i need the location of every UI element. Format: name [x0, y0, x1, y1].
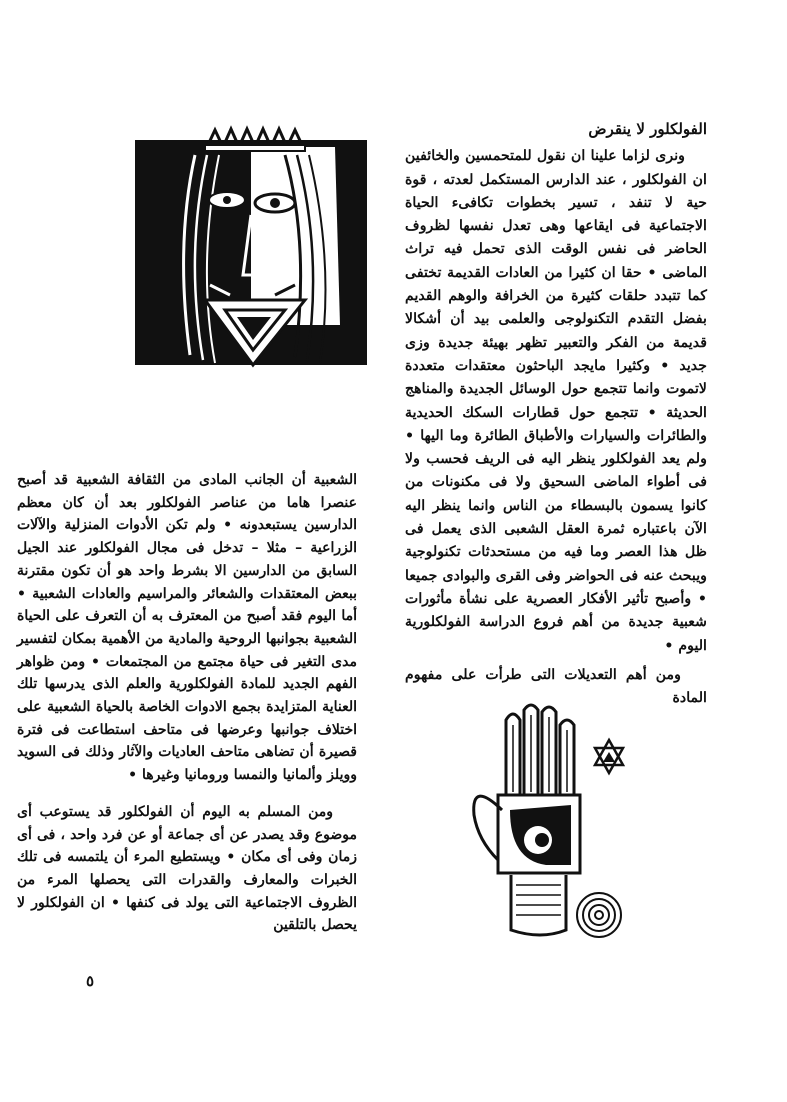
hand-illustration	[466, 700, 646, 950]
right-paragraph-1: ونرى لزاما علينا ان نقول للمتحمسين والخائفين ان الفولكلور ، عند الدارس المستكمل لعدته ، قوة حية لا تنفد ، تسير بخطوات تكافىء الحياة الاجتماعية فى ايقاعها وهى تعدل نفسها لظروف الحاضر فى نفس الوقت الذى تحمل فيه تراث الماضى • حقا ان كثيرا من العادات القديمة تختفى كما تتبدد حلقات كثيرة من الخرافة والوهم القديم بفضل التقدم التكنولوجى والعلمى بيد أن أشكالا قديمة من الفكر والتعبير تظهر بهيئة جديدة وزى جديد • وكثيرا مايجد الباحثون معتقدات متعددة لاتموت وانما تتجمع حول الوسائل الجديدة والمناهج الحديثة • تتجمع حول قطارات السكك الحديدية والطائرات والسيارات والأطباق الطائرة وما اليها • ولم يعد الفولكلور ينظر اليه فى الريف فحسب ولا فى أطواء الماضى السحيق ولا فى مكنونات من كانوا يسمون بالبسطاء من الناس وانما ينظر اليه الآن باعتباره ثمرة العقل الشعبى الذى يعمل فى ظل هذا العصر وما فيه من مستحدثات تكنولوجية ويبحث عنه فى الحواضر وفى القرى والبوادى جميعا • وأصبح تأثير الأفكار العصرية على نشأة مأثورات شعبية جديدة من أهم فروع الدراسة الفولكلورية اليوم •	[405, 148, 707, 654]
section-heading: الفولكلور لا ينقرض	[588, 120, 707, 138]
right-text-column	[405, 118, 707, 710]
left-paragraph-2: ومن المسلم به اليوم أن الفولكلور قد يستوعب أى موضوع وقد يصدر عن أى جماعة أو عن فرد واحد ، فى أى زمان وفى أى مكان • ويستطيع المرء أن يلتمسه فى تلك الخبرات والمعارف والقدرات التى يحصلها المرء من الظروف الاجتماعية التى يولد فى كنفها • ان الفولكلور لا يحصل بالتلقين	[17, 803, 357, 934]
left-paragraph-1: الشعبية أن الجانب المادى من الثقافة الشعبية قد أصبح عنصرا هاما من عناصر الفولكلور بعد أن كان معظم الدارسين يستبعدونه • ولم تكن الأدوات المنزلية والآلات الزراعية – مثلا – تدخل فى مجال الفولكلور عند الجيل السابق من الدارسين الا بشرط واحد هو أن تكون مقترنة ببعض المعتقدات والشعائر والمراسيم والعادات الشعبية • أما اليوم فقد أصبح من المعترف به أن التعرف على الحياة الشعبية بجوانبها الروحية والمادية من الأهمية بمكان لتفسير مدى التغير فى حياة مجتمع من المجتمعات • ومن ظواهر الفهم الجديد للمادة الفولكلورية والعلم الذى يدرسها تلك العناية المتزايدة بجمع الادوات الخاصة بالحياة الشعبية على اختلاف جوانبها وعرضها فى متاحف استطاعت فى فترة قصيرة أن تضاهى متاحف العاديات والآثار وذلك فى السويد وويلز وألمانيا والنمسا ورومانيا وغيرها •	[17, 472, 357, 784]
left-text-column	[17, 455, 357, 951]
page-number: ٥	[86, 972, 95, 990]
right-paragraph-2: ومن أهم التعديلات التى طرأت على مفهوم المادة	[405, 666, 707, 707]
face-illustration	[135, 125, 367, 370]
